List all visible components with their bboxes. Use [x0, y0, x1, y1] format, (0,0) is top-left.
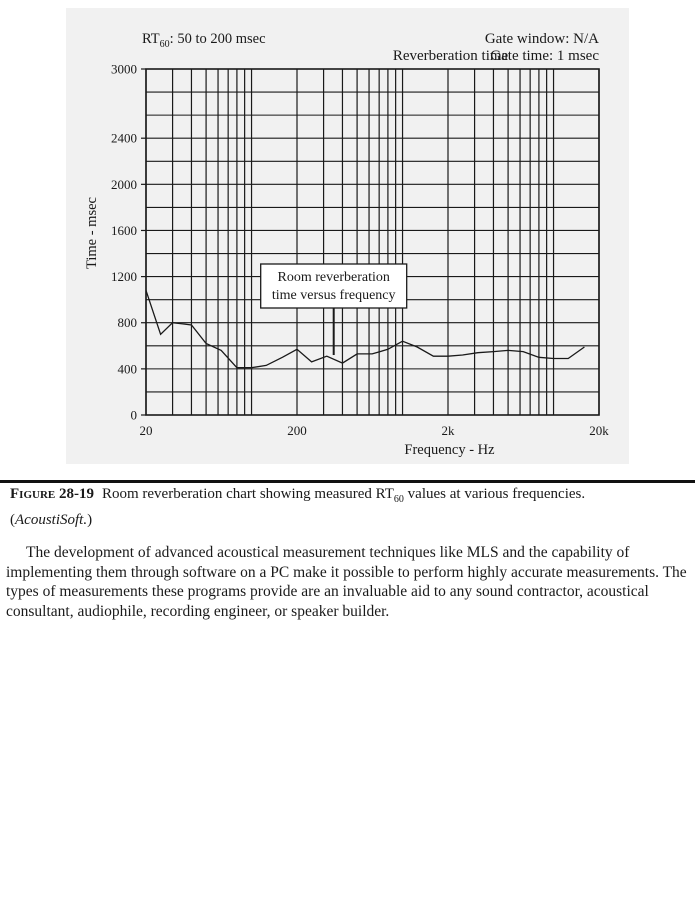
- annotation-line-1: Room reverberation: [277, 270, 390, 285]
- caption-rule: [0, 480, 695, 483]
- caption-text-end: values at various frequencies.: [403, 486, 586, 502]
- gate-time-label: Gate time: 1 msec: [490, 48, 599, 64]
- y-axis-label: Time - msec: [84, 197, 100, 269]
- annotation-line-2: time versus frequency: [271, 288, 396, 303]
- x-tick-label: 2k: [441, 423, 455, 438]
- y-tick-label: 800: [117, 315, 137, 331]
- y-tick-label: 2000: [111, 176, 137, 192]
- chart-grid: [146, 69, 599, 415]
- chart-title: Reverberation time: [392, 48, 509, 64]
- body-paragraph: The development of advanced acoustical measurement techniques like MLS and the capability of implementing them through software on a PC make it possible to perform highly accurate measurements. The types of measurements these programs provide are an invaluable aid to any sound contractor, acoustical consultant, audiophile, recording engineer, or speaker builder.: [6, 544, 687, 620]
- rt60-range-label: $RT_{60}$: 50 to 200 msec: [142, 31, 266, 50]
- x-axis-label: Frequency - Hz: [404, 442, 495, 458]
- gate-window-label: Gate window: N/A: [484, 31, 599, 47]
- chart-figure: [66, 8, 629, 464]
- y-tick-label: 1200: [111, 269, 137, 285]
- y-tick-label: 2400: [111, 130, 137, 146]
- x-tick-label: 20: [139, 423, 153, 438]
- x-tick-label: 20k: [589, 423, 609, 438]
- caption-text: Room reverberation chart showing measured RT: [101, 486, 394, 502]
- figure-number: 28-19: [58, 486, 94, 502]
- y-tick-label: 400: [117, 361, 137, 377]
- y-tick-label: 0: [130, 407, 137, 423]
- tick-group: [111, 62, 609, 439]
- plot-frame: [146, 69, 599, 415]
- figure-credit: AcoustiSoft.: [15, 512, 88, 528]
- reverberation-chart: [66, 8, 629, 464]
- figure-caption: Figure 28-19 Room reverberation chart showing measured $RT_{60}$ values at various frequencies. (AcoustiSoft.): [10, 486, 586, 528]
- y-tick-label: 3000: [111, 61, 137, 77]
- x-tick-label: 200: [287, 423, 307, 438]
- caption-subscript: 60: [393, 494, 404, 505]
- y-tick-label: 1600: [111, 222, 137, 238]
- figure-label: Figure: [10, 486, 56, 502]
